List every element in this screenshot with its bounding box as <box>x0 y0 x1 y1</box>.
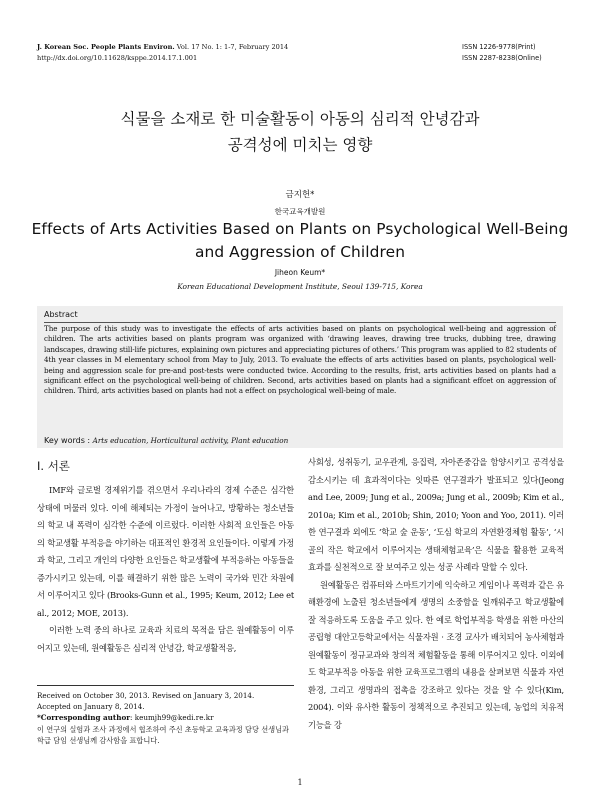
section-heading-introduction: Ⅰ. 서론 <box>37 459 70 473</box>
korean-title <box>40 106 560 158</box>
korean-title-line2: 공격성에 미치는 영향 <box>227 136 373 154</box>
korean-title-line1: 식물을 소재로 한 미술활동이 아동의 심리적 안녕감과 <box>120 110 480 128</box>
accepted-date: Accepted on January 8, 2014. <box>37 702 145 712</box>
keywords <box>44 436 288 445</box>
english-title-line2: and Aggression of Children <box>194 243 406 261</box>
english-affiliation: Korean Educational Development Institute, Seoul 139-715, Korea <box>177 282 423 291</box>
corresponding-label: *Corresponding author <box>37 713 131 723</box>
issn-online: ISSN 2287-8238(Online) <box>462 54 542 62</box>
abstract-divider <box>44 322 556 323</box>
abstract-text: The purpose of this study was to investigate the effects of arts activities based on plants on psychological well-being and aggression of children. The arts activities based on plants program was organized with ‘drawing leaves, drawing tree trucks, dubbing tree, drawing landscapes, drawing still-life pictures, explaining own pictures and appreciating pictures of others.’ This program was applied to 82 students of 4th year classes in M elementary school from May to July, 2013. To evaluate the effects of arts activities based on plants, psychological well-being and aggression scale for pre-and post-tests were conducted twice. According to the results, frist, arts activities based on plants had a significant effect on the psychological well-being of children. Second, arts activities based on plants had a significant effcet on aggression of children. Third, arts activities based on plants had not a effect on psychological well-being of male. <box>44 324 556 396</box>
doi-link[interactable]: http://dx.doi.org/10.11628/ksppe.2014.17.1.001 <box>37 54 198 62</box>
left-column <box>37 482 294 657</box>
footnote-divider <box>37 685 294 686</box>
acknowledgement: 이 연구의 실험과 조사 과정에서 협조하여 주신 초등학교 교육과정 담당 선생님과 학급 담임 선생님께 감사함을 표합니다. <box>37 724 289 745</box>
journal-abbrev: J. Korean Soc. People Plants Environ. <box>37 43 175 51</box>
journal-citation: Vol. 17 No. 1: 1-7, February 2014 <box>174 43 289 51</box>
right-column <box>308 454 564 734</box>
abstract-label: Abstract <box>44 310 78 319</box>
corresponding-email[interactable]: : keumjh99@kedi.re.kr <box>130 713 214 723</box>
issn-print: ISSN 1226-9778(Print) <box>462 43 536 51</box>
footnotes <box>37 690 294 746</box>
paragraph: 사회성, 성취동기, 교우관계, 응집력, 자아존중감을 함양시키고 공격성을 감소시키는 데 효과적이다는 잇따른 연구결과가 발표되고 있다(Jeong and Lee, 2009; Jung et al., 2009a; Jung et al., 2009b; Kim et al., 2010a; Kim et al., 2010b; Shin, 2010; Yoon and Yoo, 2011). 이러한 연구결과 외에도 ‘학교 숲 운동’, ‘도심 학교의 자연환경체험 활동’, ‘시골의 작은 학교에서 이루어지는 생태체험교육’은 식물을 활용한 교육적 효과를 실천적으로 잘 보여주고 있는 성공 사례라 말할 수 있다. <box>308 457 564 572</box>
keywords-label: Key words : <box>44 436 93 445</box>
english-title <box>30 218 570 264</box>
korean-affiliation: 한국교육개발원 <box>274 207 326 216</box>
paragraph: 원예활동은 컴퓨터와 스마트기기에 익숙하고 게임이나 폭력과 같은 유해환경에 노출된 청소년들에게 생명의 소중함을 일깨워주고 학교생활에 잘 적응하도록 도움을 주고 있다. 한 예로 학업부적응 학생을 위한 마산의 공립형 대안고등학교에서는 식물자원 · 조경 교사가 배치되어 농사체험과 원예활동이 정규교과와 창의적 체험활동을 통해 이루어지고 있다. 이외에도 학교부적응 아동을 위한 교육프로그램의 내용을 살펴보면 식물과 자연환경, 그리고 생명과의 접촉을 강조하고 있다는 것을 알 수 있다(Kim, 2004). 이와 유사한 활동이 정책적으로 추진되고 있는데, 농업의 치유적 기능을 강 <box>308 579 564 730</box>
page-number: 1 <box>297 778 303 787</box>
korean-author: 금지헌* <box>285 190 315 200</box>
journal-header <box>37 42 288 64</box>
paragraph: 이러한 노력 중의 하나로 교육과 치료의 목적을 담은 원예활동이 이루어지고 있는데, 원예활동은 심리적 안녕감, 학교생활적응, <box>37 625 294 653</box>
corresponding-author <box>37 712 294 723</box>
keywords-value: Arts education, Horticultural activity, Plant education <box>92 436 289 445</box>
issn-block <box>462 42 542 64</box>
paragraph: IMF와 글로벌 경제위기를 겪으면서 우리나라의 경제 수준은 심각한 상태에 머물러 있다. 이에 해체되는 가정이 늘어나고, 방황하는 청소년들의 학교 내 폭력이 심각한 수준에 이르렀다. 이러한 사회적 요인들은 아동의 학교생활 부적응을 야기하는 대표적인 환경적 요인들이다. 이렇게 가정과 학교, 그리고 개인의 다양한 요인들은 학교생활에 부적응하는 아동들을 증가시키고 있는데, 이를 해결하기 위한 많은 노력이 국가와 민간 차원에서 이루어지고 있다 (Brooks-Gunn et al., 1995; Keum, 2012; Lee et al., 2012; MOE, 2013). <box>37 485 294 618</box>
english-author: Jiheon Keum* <box>274 268 326 277</box>
english-title-line1: Effects of Arts Activities Based on Plants on Psychological Well-Being <box>31 220 569 238</box>
received-date: Received on October 30, 2013. Revised on January 3, 2014. <box>37 691 255 700</box>
